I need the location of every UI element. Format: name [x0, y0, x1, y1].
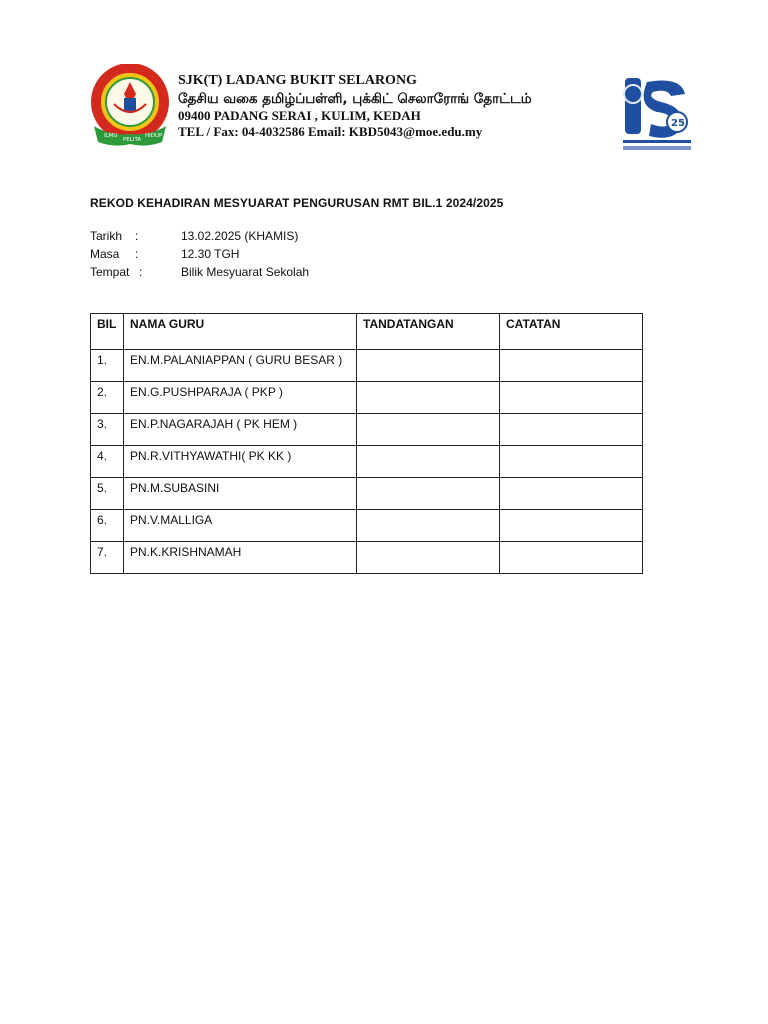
cell-nama: PN.R.VITHYAWATHI( PK KK ) [124, 446, 357, 478]
header-tandatangan: TANDATANGAN [357, 314, 500, 350]
cell-nama: EN.G.PUSHPARAJA ( PKP ) [124, 382, 357, 414]
document-title: REKOD KEHADIRAN MESYUARAT PENGURUSAN RMT BIL.1 2024/2025 [90, 196, 504, 210]
table-row [91, 414, 643, 446]
cell-catatan[interactable] [500, 478, 643, 510]
school-crest-icon [90, 64, 170, 146]
cell-bil: 6. [91, 510, 124, 542]
cell-bil: 4. [91, 446, 124, 478]
meta-value: Bilik Mesyuarat Sekolah [181, 265, 310, 279]
cell-tandatangan[interactable] [357, 542, 500, 574]
school-header-text [178, 72, 532, 140]
school-contact: TEL / Fax: 04-4032586 Email: KBD5043@moe.edu.my [178, 124, 483, 139]
school-name-tamil: தேசிய வகை தமிழ்ப்பள்ளி, புக்கிட் செலாரோங் தோட்டம் [178, 91, 532, 107]
cell-tandatangan[interactable] [357, 350, 500, 382]
cell-nama: EN.P.NAGARAJAH ( PK HEM ) [124, 414, 357, 446]
table-row [91, 446, 643, 478]
cell-nama: PN.V.MALLIGA [124, 510, 357, 542]
cell-catatan[interactable] [500, 350, 643, 382]
header-nama-guru: NAMA GURU [124, 314, 357, 350]
table-row [91, 350, 643, 382]
attendance-table [90, 313, 643, 574]
school-address: 09400 PADANG SERAI , KULIM, KEDAH [178, 108, 421, 123]
cell-catatan[interactable] [500, 414, 643, 446]
cell-bil: 1. [91, 350, 124, 382]
cell-catatan[interactable] [500, 446, 643, 478]
cell-catatan[interactable] [500, 542, 643, 574]
cell-nama: PN.K.KRISHNAMAH [124, 542, 357, 574]
cell-tandatangan[interactable] [357, 382, 500, 414]
meta-label: Tarikh [90, 229, 123, 243]
cell-tandatangan[interactable] [357, 446, 500, 478]
cell-catatan[interactable] [500, 510, 643, 542]
cell-bil: 2. [91, 382, 124, 414]
svg-text:HIDUP: HIDUP [145, 133, 163, 139]
svg-text:ILMU: ILMU [104, 133, 118, 139]
cell-bil: 3. [91, 414, 124, 446]
table-row [91, 542, 643, 574]
svg-text:25: 25 [671, 118, 685, 129]
svg-text:PELITA: PELITA [123, 137, 142, 143]
cell-tandatangan[interactable] [357, 478, 500, 510]
table-header-row [91, 314, 643, 350]
meta-value: 12.30 TGH [181, 247, 240, 261]
table-row [91, 510, 643, 542]
cell-tandatangan[interactable] [357, 510, 500, 542]
cell-bil: 7. [91, 542, 124, 574]
meta-label: Masa [90, 247, 120, 261]
cell-bil: 5. [91, 478, 124, 510]
meta-value: 13.02.2025 (KHAMIS) [181, 229, 299, 243]
table-row [91, 478, 643, 510]
school-name: SJK(T) LADANG BUKIT SELARONG [178, 73, 417, 88]
meta-colon: : [135, 229, 139, 243]
header-bil: BIL [91, 314, 124, 350]
header-catatan: CATATAN [500, 314, 643, 350]
letterhead [88, 62, 698, 154]
cell-nama: PN.M.SUBASINI [124, 478, 357, 510]
table-row [91, 382, 643, 414]
meta-colon: : [139, 265, 143, 279]
cell-nama: EN.M.PALANIAPPAN ( GURU BESAR ) [124, 350, 357, 382]
cell-tandatangan[interactable] [357, 414, 500, 446]
meta-label: Tempat [90, 265, 130, 279]
meta-colon: : [135, 247, 139, 261]
cell-catatan[interactable] [500, 382, 643, 414]
ks25-logo-icon [621, 72, 693, 152]
